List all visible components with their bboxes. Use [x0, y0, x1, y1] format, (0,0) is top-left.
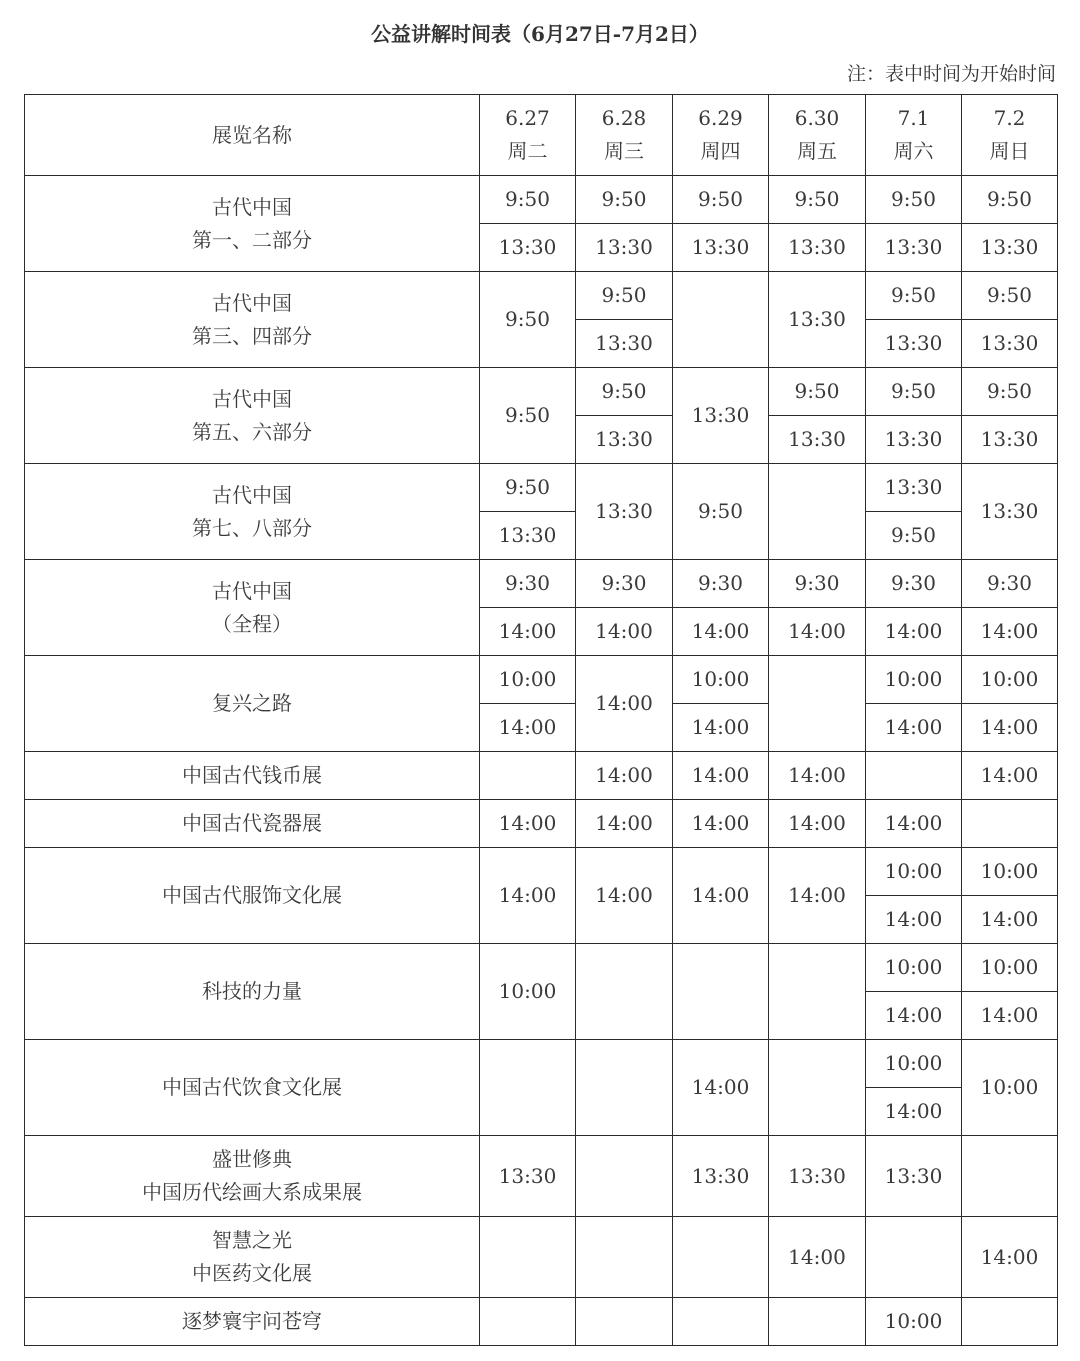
time-cell: 9:50 [673, 464, 769, 560]
time-cell: 14:00 [866, 896, 962, 944]
time-cell: 14:00 [673, 848, 769, 944]
exhibition-name: 古代中国 第七、八部分 [25, 464, 480, 560]
time-cell: 14:00 [866, 704, 962, 752]
time-cell: 13:30 [962, 224, 1058, 272]
time-cell: 13:30 [576, 416, 673, 464]
time-cell: 9:30 [962, 560, 1058, 608]
time-cell: 10:00 [866, 656, 962, 704]
table-row [25, 848, 1058, 896]
time-cell: 13:30 [576, 464, 673, 560]
header-day [576, 95, 673, 176]
table-row [25, 1217, 1058, 1298]
header-date: 6.27 [505, 106, 550, 130]
time-cell: 10:00 [866, 944, 962, 992]
header-weekday: 周四 [700, 139, 741, 163]
table-row [25, 656, 1058, 704]
table-row [25, 1298, 1058, 1346]
time-cell-empty [673, 1298, 769, 1346]
time-cell: 14:00 [576, 848, 673, 944]
header-day [769, 95, 866, 176]
time-cell-empty [480, 752, 576, 800]
time-cell: 10:00 [866, 848, 962, 896]
time-cell-empty [576, 1136, 673, 1217]
time-cell: 13:30 [866, 1136, 962, 1217]
table-row [25, 464, 1058, 512]
header-date: 6.29 [698, 106, 743, 130]
table-note: 注：表中时间为开始时间 [846, 63, 1056, 85]
time-cell: 14:00 [576, 656, 673, 752]
time-cell: 9:30 [480, 560, 576, 608]
time-cell: 14:00 [769, 608, 866, 656]
time-cell: 10:00 [480, 944, 576, 1040]
time-cell-empty [480, 1040, 576, 1136]
time-cell-empty [576, 1040, 673, 1136]
time-cell: 14:00 [962, 1217, 1058, 1298]
table-row [25, 752, 1058, 800]
time-cell: 9:50 [962, 368, 1058, 416]
page-title: 公益讲解时间表（6月27日-7月2日） [371, 22, 709, 46]
time-cell: 14:00 [480, 800, 576, 848]
time-cell: 14:00 [769, 1217, 866, 1298]
time-cell: 13:30 [480, 224, 576, 272]
time-cell: 14:00 [866, 992, 962, 1040]
exhibition-name: 中国古代服饰文化展 [25, 848, 480, 944]
time-cell: 9:50 [866, 512, 962, 560]
table-row [25, 272, 1058, 320]
time-cell: 9:30 [576, 560, 673, 608]
header-date: 6.30 [794, 106, 840, 130]
time-cell: 10:00 [962, 848, 1058, 896]
time-cell: 9:50 [962, 272, 1058, 320]
time-cell: 10:00 [866, 1040, 962, 1088]
header-weekday: 周五 [797, 139, 837, 163]
time-cell-empty [769, 944, 866, 1040]
time-cell: 9:50 [480, 368, 576, 464]
time-cell: 9:30 [673, 560, 769, 608]
time-cell-empty [673, 944, 769, 1040]
time-cell: 14:00 [962, 704, 1058, 752]
time-cell-empty [769, 464, 866, 560]
time-cell: 13:30 [866, 416, 962, 464]
time-cell: 14:00 [576, 608, 673, 656]
header-day [673, 95, 769, 176]
time-cell: 14:00 [673, 800, 769, 848]
exhibition-name: 古代中国 （全程） [25, 560, 480, 656]
time-cell: 13:30 [769, 416, 866, 464]
time-cell: 13:30 [866, 224, 962, 272]
time-cell: 13:30 [480, 512, 576, 560]
table-row [25, 1136, 1058, 1217]
schedule-table [24, 94, 1058, 1346]
time-cell-empty [576, 944, 673, 1040]
table-row [25, 176, 1058, 224]
time-cell: 9:50 [769, 176, 866, 224]
time-cell: 13:30 [962, 320, 1058, 368]
time-cell: 13:30 [673, 368, 769, 464]
time-cell: 9:50 [576, 176, 673, 224]
header-date: 6.28 [601, 106, 647, 130]
time-cell: 14:00 [576, 752, 673, 800]
time-cell-empty [769, 656, 866, 752]
time-cell-empty [673, 272, 769, 368]
table-row [25, 800, 1058, 848]
header-weekday: 周三 [604, 139, 644, 163]
time-cell: 13:30 [480, 1136, 576, 1217]
time-cell: 9:30 [866, 560, 962, 608]
time-cell-empty [866, 1217, 962, 1298]
header-weekday: 周二 [507, 139, 548, 163]
time-cell: 14:00 [673, 752, 769, 800]
time-cell: 14:00 [673, 608, 769, 656]
time-cell-empty [480, 1298, 576, 1346]
time-cell: 10:00 [962, 944, 1058, 992]
header-row [25, 95, 1058, 176]
exhibition-name: 科技的力量 [25, 944, 480, 1040]
time-cell: 13:30 [769, 224, 866, 272]
time-cell-empty [769, 1040, 866, 1136]
time-cell: 13:30 [769, 272, 866, 368]
time-cell: 10:00 [480, 656, 576, 704]
exhibition-name: 复兴之路 [25, 656, 480, 752]
time-cell: 9:50 [576, 272, 673, 320]
time-cell: 9:50 [480, 464, 576, 512]
time-cell: 10:00 [962, 656, 1058, 704]
time-cell: 9:50 [866, 368, 962, 416]
time-cell: 14:00 [962, 752, 1058, 800]
time-cell-empty [769, 1298, 866, 1346]
exhibition-name: 中国古代瓷器展 [25, 800, 480, 848]
time-cell: 9:30 [769, 560, 866, 608]
time-cell: 14:00 [769, 752, 866, 800]
header-weekday: 周六 [893, 139, 934, 163]
time-cell: 9:50 [866, 272, 962, 320]
time-cell: 14:00 [769, 800, 866, 848]
time-cell: 13:30 [769, 1136, 866, 1217]
header-weekday: 周日 [989, 139, 1030, 163]
header-exhibition-name: 展览名称 [25, 95, 480, 176]
header-day [962, 95, 1058, 176]
header-date: 7.2 [993, 106, 1026, 130]
time-cell-empty [576, 1217, 673, 1298]
time-cell: 9:50 [866, 176, 962, 224]
time-cell: 9:50 [576, 368, 673, 416]
time-cell-empty [673, 1217, 769, 1298]
time-cell: 13:30 [962, 416, 1058, 464]
time-cell: 9:50 [673, 176, 769, 224]
exhibition-name: 中国古代饮食文化展 [25, 1040, 480, 1136]
exhibition-name: 逐梦寰宇问苍穹 [25, 1298, 480, 1346]
exhibition-name: 盛世修典 中国历代绘画大系成果展 [25, 1136, 480, 1217]
time-cell: 14:00 [769, 848, 866, 944]
exhibition-name: 古代中国 第一、二部分 [25, 176, 480, 272]
time-cell: 10:00 [962, 1040, 1058, 1136]
time-cell-empty [962, 800, 1058, 848]
time-cell: 13:30 [576, 224, 673, 272]
time-cell-empty [866, 752, 962, 800]
header-date: 7.1 [897, 106, 930, 130]
time-cell-empty [962, 1136, 1058, 1217]
time-cell: 13:30 [962, 464, 1058, 560]
time-cell: 13:30 [866, 464, 962, 512]
time-cell: 13:30 [673, 1136, 769, 1217]
exhibition-name: 古代中国 第五、六部分 [25, 368, 480, 464]
time-cell: 14:00 [480, 608, 576, 656]
exhibition-name: 古代中国 第三、四部分 [25, 272, 480, 368]
table-row [25, 368, 1058, 416]
time-cell: 9:50 [769, 368, 866, 416]
time-cell: 14:00 [480, 848, 576, 944]
table-row [25, 944, 1058, 992]
time-cell: 14:00 [866, 800, 962, 848]
exhibition-name: 智慧之光 中医药文化展 [25, 1217, 480, 1298]
time-cell: 14:00 [480, 704, 576, 752]
time-cell: 14:00 [962, 608, 1058, 656]
time-cell: 14:00 [962, 992, 1058, 1040]
time-cell-empty [480, 1217, 576, 1298]
time-cell: 14:00 [866, 608, 962, 656]
time-cell: 14:00 [962, 896, 1058, 944]
time-cell: 9:50 [962, 176, 1058, 224]
time-cell: 14:00 [673, 704, 769, 752]
time-cell-empty [962, 1298, 1058, 1346]
time-cell: 13:30 [576, 320, 673, 368]
time-cell: 10:00 [673, 656, 769, 704]
time-cell: 9:50 [480, 272, 576, 368]
time-cell: 14:00 [576, 800, 673, 848]
time-cell-empty [576, 1298, 673, 1346]
table-row [25, 560, 1058, 608]
exhibition-name: 中国古代钱币展 [25, 752, 480, 800]
time-cell: 14:00 [673, 1040, 769, 1136]
time-cell: 9:50 [480, 176, 576, 224]
table-row [25, 1040, 1058, 1088]
header-day [480, 95, 576, 176]
header-day [866, 95, 962, 176]
time-cell: 13:30 [673, 224, 769, 272]
time-cell: 10:00 [866, 1298, 962, 1346]
time-cell: 14:00 [866, 1088, 962, 1136]
time-cell: 13:30 [866, 320, 962, 368]
